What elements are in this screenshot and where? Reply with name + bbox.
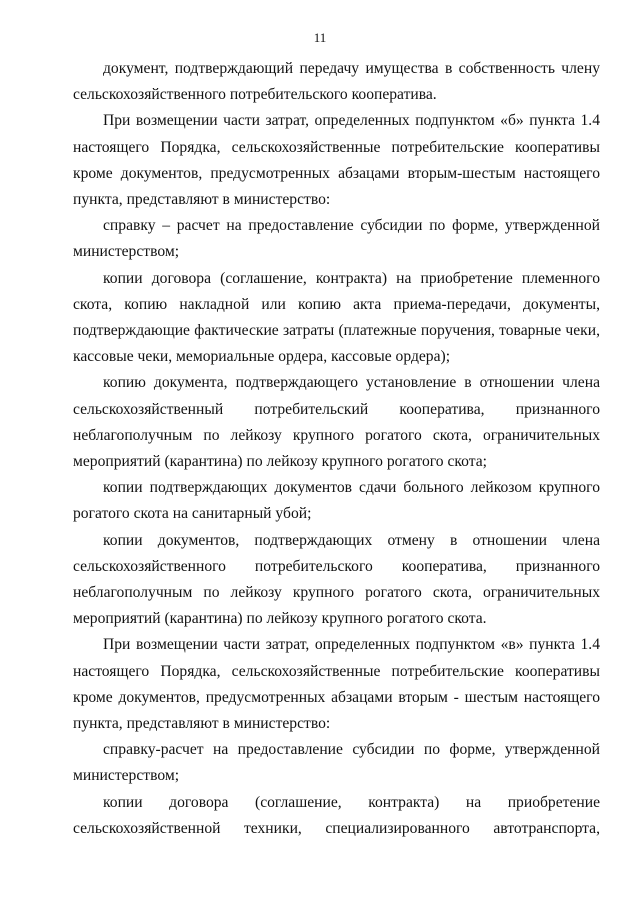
document-body	[73, 56, 600, 842]
paragraph-calculation-certificate: справку – расчет на предоставление субсидии по форме, утвержденной министерством;	[73, 217, 600, 261]
paragraph-transfer-document: документ, подтверждающий передачу имущества в собственность члену сельскохозяйственного потребительского кооператива.	[73, 60, 600, 104]
paragraph-subpoint-b-intro: При возмещении части затрат, определенных подпунктом «б» пункта 1.4 настоящего Порядка, сельскохозяйственные потребительские кооперативы кроме документов, предусмотренных абзацами вторым-шестым настоящего пункта, представляют в министерство:	[73, 112, 600, 209]
paragraph-quarantine-cancellation: копии документов, подтверждающих отмену в отношении члена сельскохозяйственного потребительского кооператива, признанного неблагополучным по лейкозу крупного рогатого скота, ограничительных мероприятий (карантина) по лейкозу крупного рогатого скота.	[73, 531, 600, 628]
paragraph-machinery-contract: копии договора (соглашение, контракта) на приобретение сельскохозяйственной техники, специализированного автотранспорта,	[73, 793, 600, 837]
paragraph-subpoint-v-intro: При возмещении части затрат, определенных подпунктом «в» пункта 1.4 настоящего Порядка, сельскохозяйственные потребительские кооперативы кроме документов, предусмотренных абзацами вторым - шестым настоящего пункта, представляют в министерство:	[73, 636, 600, 733]
paragraph-breeding-cattle-contract: копии договора (соглашение, контракта) на приобретение племенного скота, копию накладной или копию акта приема-передачи, документы, подтверждающие фактические затраты (платежные поручения, товарные чеки, кассовые чеки, мемориальные ордера, кассовые ордера);	[73, 269, 600, 366]
page-number: 11	[313, 30, 327, 45]
paragraph-quarantine-establishment: копию документа, подтверждающего установление в отношении члена сельскохозяйственный потребительский кооператива, признанного неблагополучным по лейкозу крупного рогатого скота, ограничительных мероприятий (карантина) по лейкозу крупного рогатого скота;	[73, 374, 600, 471]
paragraph-sanitary-slaughter: копии подтверждающих документов сдачи больного лейкозом крупного рогатого скота на санитарный убой;	[73, 479, 600, 523]
paragraph-calculation-certificate-2: справку-расчет на предоставление субсидии по форме, утвержденной министерством;	[73, 741, 600, 785]
